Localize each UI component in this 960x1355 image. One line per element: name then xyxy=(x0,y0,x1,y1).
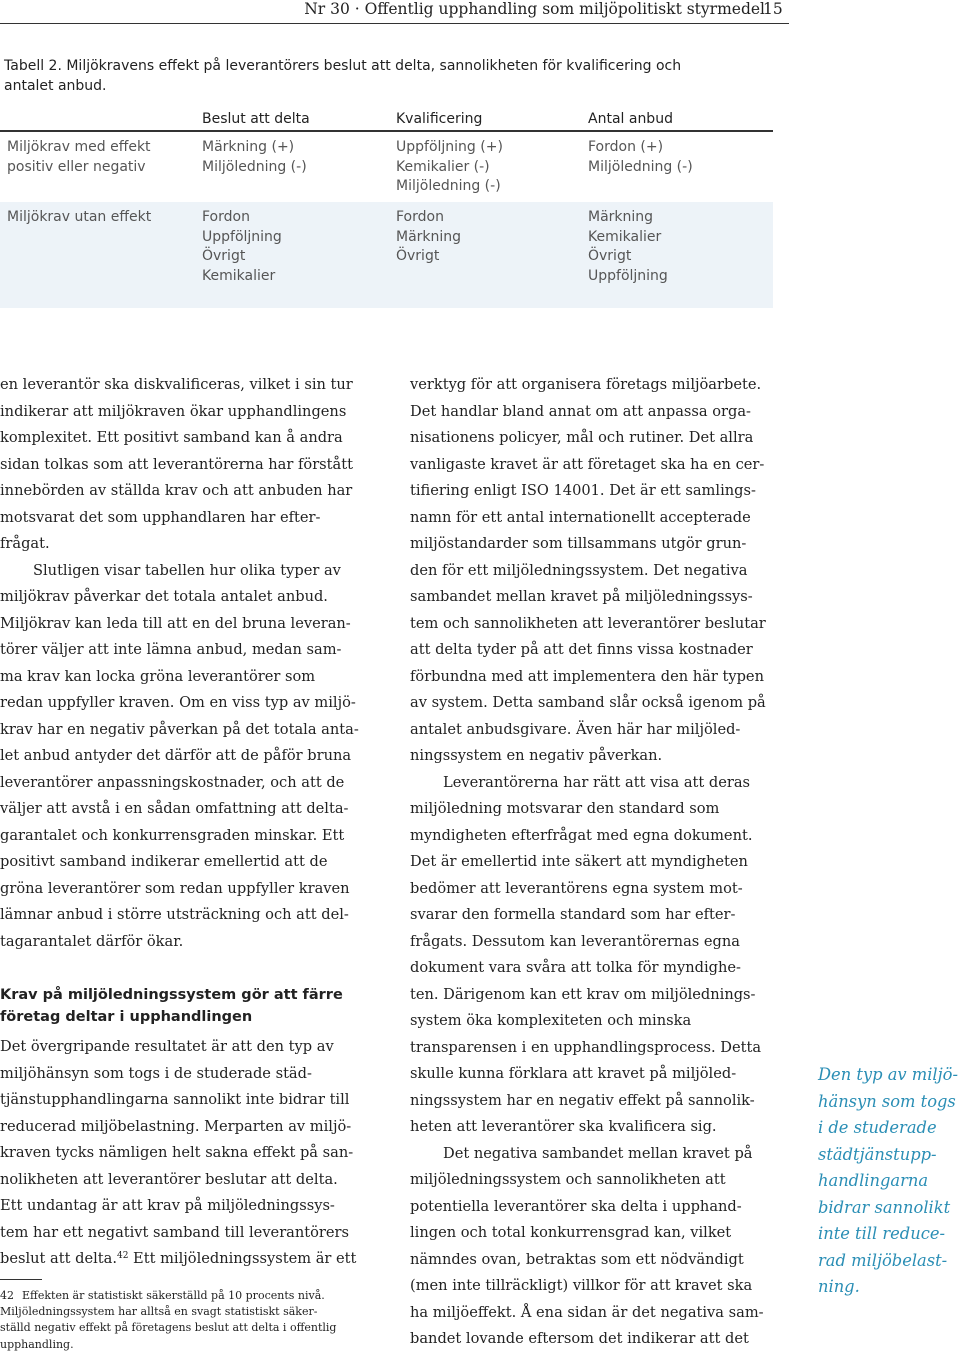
paragraph: Slutligen visar tabellen hur olika typer av miljökrav påverkar det totala antalet anbud. Miljökrav kan leda till att en del bruna leveran- törer väljer att inte lämna anbud, medan sam- ma krav kan locka gröna leverantörer som redan uppfyller kraven. Om en viss typ av miljö- krav har en negativ påverkan på det totala anta- let anbud antyder det därför att de påför bruna leverantörer anpassningskostnader, och att de väljer att avstå i en sådan omfattning att delta- garantalet och konkurrensgraden minskar. Ett positivt samband indikerar emellertid att de gröna leverantörer som redan uppfyller kraven lämnar anbud i större utsträckning och att del- tagarantalet därför ökar. xyxy=(0,561,359,950)
column-header-beslut: Beslut att delta xyxy=(202,111,310,127)
row-label: Miljökrav utan effekt xyxy=(7,209,152,225)
footnote-number: 42 xyxy=(0,1289,14,1302)
footnote-reference[interactable]: 42 xyxy=(116,1251,129,1261)
table-cell: Fordon (+) Miljöledning (-) xyxy=(588,139,693,175)
column-header-antal-anbud: Antal anbud xyxy=(588,111,673,127)
table-header-rule xyxy=(0,130,773,132)
table-caption: Tabell 2. Miljökravens effekt på leverantörers beslut att delta, sannolikheten för kvalificering och antalet anbud. xyxy=(4,58,682,94)
row-label: Miljökrav med effekt positiv eller negativ xyxy=(7,139,151,175)
left-column-continued xyxy=(0,1034,375,1273)
header-rule xyxy=(0,23,789,24)
paragraph: en leverantör ska diskvalificeras, vilket i sin tur indikerar att miljökraven ökar upphandlingens komplexitet. Ett positivt samband kan å andra sidan tolkas som att leverantörerna har förstått innebörden av ställda krav och att anbuden har motsvarat det som upphandlaren har efter- frågat. xyxy=(0,376,353,552)
paragraph: Det övergripande resultatet är att den typ av miljöhänsyn som togs i de studerade städ- tjänstupphandlingarna sannolikt inte bidrar till reducerad miljöbelastning. Merparten av miljö- kraven tycks nämligen helt sakna effekt på san- nolikheten att leverantörer beslutar att delta. Ett undantag är att krav på miljöledningssys- tem har ett negativt samband till leverantörers beslut att delta.$^{42}$ Ett miljöledningssystem är ett xyxy=(0,1038,357,1267)
table-cell: Märkning (+) Miljöledning (-) xyxy=(202,139,307,175)
paragraph: Leverantörerna har rätt att visa att deras miljöledning motsvarar den standard som myndigheten efterfrågat med egna dokument. Det är emellertid inte säkert att myndigheten bedömer att leverantörens egna system mot- svarar den formella standard som har efter- frågats. Dessutom kan leverantörernas egna dokument vara svåra att tolka för myndighe- ten. Därigenom kan ett krav om miljölednings- system öka komplexiteten och minska transparensen i en upphandlingsprocess. Detta skulle kunna förklara att kravet på miljöled- ningssystem har en negativ effekt på sannolik- heten att leverantörer ska kvalificera sig. xyxy=(410,773,762,1135)
table-cell: Fordon Märkning Övrigt xyxy=(396,209,462,264)
pull-quote: Den typ av miljö- hänsyn som togs i de studerade städtjänstupp- handlingarna bidrar sannolikt inte till reduce- rad miljöbelast- ning. xyxy=(818,1065,958,1296)
column-header-kvalificering: Kvalificering xyxy=(396,111,483,127)
paragraph: Det negativa sambandet mellan kravet på miljöledningssystem och sannolikheten att potentiella leverantörer ska delta i upphand- lingen och total konkurrensgrad kan, vilket nämndes ovan, betraktas som ett nödvändigt (men inte tillräckligt) villkor för att kravet ska ha miljöeffekt. Å ena sidan är det negativa sam- bandet lovande eftersom det indikerar att det xyxy=(410,1144,764,1347)
paragraph: verktyg för att organisera företags miljöarbete. Det handlar bland annat om att anpassa orga- nisationens policyer, mål och rutiner. Det allra vanligaste kravet är att företaget ska ha en cer- tifiering enligt ISO 14001. Det är ett samlings- namn för ett antal internationellt accepterade miljöstandarder som tillsammans utgör grun- den för ett miljöledningssystem. Det negativa sambandet mellan kravet på miljöledningssys- tem och sannolikheten att leverantörer beslutar att delta tyder på att det finns vissa kostnader förbundna med att implementera den här typen av system. Detta samband slår också igenom på antalet anbudsgivare. Även här har miljöled- ningssystem en negativ påverkan. xyxy=(410,376,766,764)
left-column xyxy=(0,372,375,955)
table-header-row xyxy=(0,108,773,130)
section-subheading: Krav på miljöledningssystem gör att färre företag deltar i upphandlingen xyxy=(0,987,343,1025)
table-cell: Uppföljning (+) Kemikalier (-) Miljöledning (-) xyxy=(396,139,503,194)
table-cell: Märkning Kemikalier Övrigt Uppföljning xyxy=(588,209,668,284)
table-row xyxy=(0,138,773,202)
right-column xyxy=(410,372,790,1353)
table-cell: Fordon Uppföljning Övrigt Kemikalier xyxy=(202,209,282,284)
running-header xyxy=(0,0,960,22)
footnote: 42 Effekten är statistiskt säkerställd på 10 procents nivå. Miljöledningssystem har alltså en svagt statistiskt säker- ställd negativ effekt på företagens beslut att delta i offentlig upphandling. xyxy=(0,1289,337,1351)
footnote-rule xyxy=(0,1279,42,1280)
table-row xyxy=(0,202,773,308)
page-number: 15 xyxy=(763,0,783,18)
running-header-title: Nr 30 · Offentlig upphandling som miljöpolitiskt styrmedel xyxy=(304,0,765,18)
